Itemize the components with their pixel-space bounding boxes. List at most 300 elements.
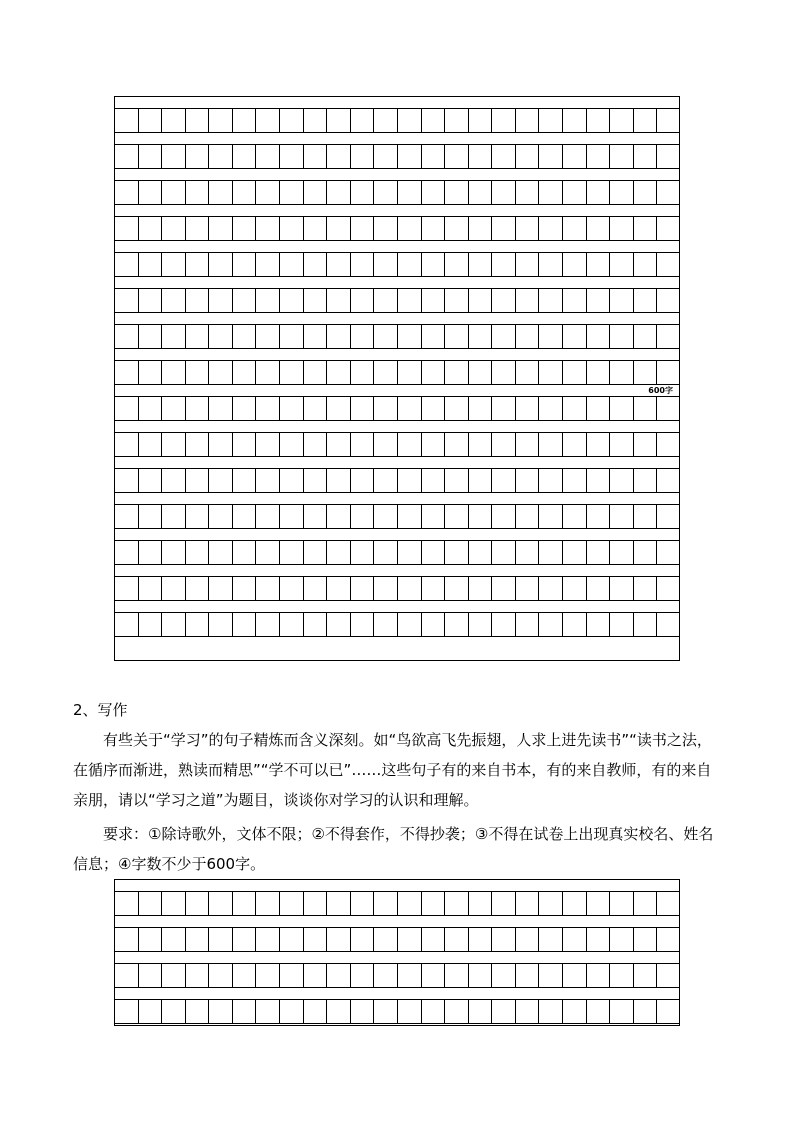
grid-cell[interactable] [634, 253, 658, 276]
grid-cell[interactable] [469, 964, 493, 987]
grid-cell[interactable] [516, 964, 540, 987]
grid-cell[interactable] [327, 325, 351, 348]
grid-cell[interactable] [398, 181, 422, 204]
grid-cell[interactable] [398, 325, 422, 348]
grid-cell[interactable] [516, 253, 540, 276]
grid-cell[interactable] [374, 1000, 398, 1023]
grid-cell[interactable] [139, 361, 163, 384]
grid-cell[interactable] [374, 289, 398, 312]
grid-cell[interactable] [304, 289, 328, 312]
grid-cell[interactable] [186, 505, 210, 528]
grid-cell[interactable] [374, 469, 398, 492]
grid-cell[interactable] [587, 577, 611, 600]
grid-cell[interactable] [634, 361, 658, 384]
grid-cell[interactable] [445, 361, 469, 384]
grid-cell[interactable] [422, 325, 446, 348]
grid-cell[interactable] [139, 541, 163, 564]
grid-cell[interactable] [492, 892, 516, 915]
grid-cell[interactable] [186, 145, 210, 168]
grid-cell[interactable] [351, 577, 375, 600]
grid-cell[interactable] [539, 469, 563, 492]
grid-cell[interactable] [657, 1000, 679, 1023]
grid-cell[interactable] [445, 505, 469, 528]
grid-cell[interactable] [139, 577, 163, 600]
grid-cell[interactable] [516, 397, 540, 420]
grid-cell[interactable] [610, 253, 634, 276]
grid-cell[interactable] [256, 964, 280, 987]
grid-cell[interactable] [280, 541, 304, 564]
grid-cell[interactable] [445, 577, 469, 600]
grid-cell[interactable] [492, 541, 516, 564]
grid-cell[interactable] [657, 361, 679, 384]
grid-cell[interactable] [634, 181, 658, 204]
grid-cell[interactable] [209, 541, 233, 564]
grid-cell[interactable] [445, 253, 469, 276]
grid-cell[interactable] [256, 469, 280, 492]
grid-cell[interactable] [162, 181, 186, 204]
grid-cell[interactable] [422, 1000, 446, 1023]
grid-cell[interactable] [327, 541, 351, 564]
grid-cell[interactable] [634, 289, 658, 312]
grid-cell[interactable] [634, 217, 658, 240]
grid-cell[interactable] [327, 469, 351, 492]
grid-cell[interactable] [233, 145, 257, 168]
grid-cell[interactable] [233, 613, 257, 636]
grid-cell[interactable] [657, 928, 679, 951]
grid-cell[interactable] [351, 289, 375, 312]
grid-cell[interactable] [256, 613, 280, 636]
grid-cell[interactable] [657, 289, 679, 312]
grid-cell[interactable] [587, 181, 611, 204]
grid-cell[interactable] [657, 145, 679, 168]
grid-cell[interactable] [398, 433, 422, 456]
grid-cell[interactable] [139, 145, 163, 168]
grid-cell[interactable] [351, 892, 375, 915]
grid-cell[interactable] [327, 892, 351, 915]
grid-cell[interactable] [209, 613, 233, 636]
grid-cell[interactable] [445, 433, 469, 456]
grid-cell[interactable] [327, 1000, 351, 1023]
grid-cell[interactable] [563, 397, 587, 420]
grid-cell[interactable] [186, 469, 210, 492]
grid-cell[interactable] [209, 397, 233, 420]
grid-cell[interactable] [374, 109, 398, 132]
grid-cell[interactable] [304, 109, 328, 132]
grid-cell[interactable] [256, 325, 280, 348]
grid-cell[interactable] [327, 928, 351, 951]
grid-cell[interactable] [280, 613, 304, 636]
grid-cell[interactable] [209, 892, 233, 915]
grid-cell[interactable] [469, 577, 493, 600]
grid-cell[interactable] [327, 109, 351, 132]
grid-cell[interactable] [587, 253, 611, 276]
grid-cell[interactable] [634, 469, 658, 492]
grid-cell[interactable] [115, 109, 139, 132]
grid-cell[interactable] [162, 469, 186, 492]
grid-cell[interactable] [469, 505, 493, 528]
grid-cell[interactable] [233, 1000, 257, 1023]
grid-cell[interactable] [587, 541, 611, 564]
grid-cell[interactable] [327, 253, 351, 276]
grid-cell[interactable] [587, 289, 611, 312]
grid-cell[interactable] [610, 361, 634, 384]
grid-cell[interactable] [233, 361, 257, 384]
grid-cell[interactable] [469, 109, 493, 132]
grid-cell[interactable] [374, 964, 398, 987]
grid-cell[interactable] [634, 433, 658, 456]
grid-cell[interactable] [209, 145, 233, 168]
grid-cell[interactable] [162, 289, 186, 312]
grid-cell[interactable] [539, 397, 563, 420]
grid-cell[interactable] [304, 325, 328, 348]
grid-cell[interactable] [657, 397, 679, 420]
grid-cell[interactable] [304, 469, 328, 492]
grid-cell[interactable] [492, 1000, 516, 1023]
grid-cell[interactable] [516, 892, 540, 915]
grid-cell[interactable] [115, 361, 139, 384]
grid-cell[interactable] [445, 541, 469, 564]
grid-cell[interactable] [398, 928, 422, 951]
grid-cell[interactable] [280, 397, 304, 420]
grid-cell[interactable] [162, 109, 186, 132]
grid-cell[interactable] [610, 541, 634, 564]
grid-cell[interactable] [492, 145, 516, 168]
grid-cell[interactable] [374, 325, 398, 348]
grid-cell[interactable] [186, 541, 210, 564]
grid-cell[interactable] [563, 325, 587, 348]
grid-cell[interactable] [634, 109, 658, 132]
grid-cell[interactable] [587, 1000, 611, 1023]
grid-cell[interactable] [657, 541, 679, 564]
grid-cell[interactable] [492, 217, 516, 240]
grid-cell[interactable] [610, 505, 634, 528]
grid-cell[interactable] [634, 964, 658, 987]
grid-cell[interactable] [162, 505, 186, 528]
grid-cell[interactable] [351, 145, 375, 168]
grid-cell[interactable] [539, 577, 563, 600]
grid-cell[interactable] [280, 928, 304, 951]
grid-cell[interactable] [610, 433, 634, 456]
grid-cell[interactable] [422, 505, 446, 528]
grid-cell[interactable] [139, 397, 163, 420]
grid-cell[interactable] [398, 505, 422, 528]
grid-cell[interactable] [374, 217, 398, 240]
grid-cell[interactable] [469, 928, 493, 951]
grid-cell[interactable] [516, 613, 540, 636]
grid-cell[interactable] [657, 325, 679, 348]
grid-cell[interactable] [492, 433, 516, 456]
grid-cell[interactable] [563, 892, 587, 915]
grid-cell[interactable] [256, 928, 280, 951]
grid-cell[interactable] [256, 181, 280, 204]
grid-cell[interactable] [445, 397, 469, 420]
grid-cell[interactable] [162, 397, 186, 420]
grid-cell[interactable] [304, 397, 328, 420]
grid-cell[interactable] [563, 145, 587, 168]
grid-cell[interactable] [115, 505, 139, 528]
grid-cell[interactable] [374, 397, 398, 420]
grid-cell[interactable] [304, 433, 328, 456]
grid-cell[interactable] [657, 577, 679, 600]
grid-cell[interactable] [657, 469, 679, 492]
grid-cell[interactable] [634, 541, 658, 564]
grid-cell[interactable] [304, 505, 328, 528]
grid-cell[interactable] [539, 1000, 563, 1023]
grid-cell[interactable] [469, 181, 493, 204]
grid-cell[interactable] [115, 928, 139, 951]
grid-cell[interactable] [422, 613, 446, 636]
grid-cell[interactable] [445, 289, 469, 312]
grid-cell[interactable] [233, 892, 257, 915]
grid-cell[interactable] [304, 145, 328, 168]
grid-cell[interactable] [539, 964, 563, 987]
grid-cell[interactable] [445, 892, 469, 915]
grid-cell[interactable] [186, 433, 210, 456]
grid-cell[interactable] [563, 505, 587, 528]
grid-cell[interactable] [280, 145, 304, 168]
grid-cell[interactable] [304, 253, 328, 276]
grid-cell[interactable] [492, 964, 516, 987]
grid-cell[interactable] [139, 253, 163, 276]
grid-cell[interactable] [587, 433, 611, 456]
grid-cell[interactable] [516, 433, 540, 456]
grid-cell[interactable] [516, 325, 540, 348]
grid-cell[interactable] [186, 361, 210, 384]
grid-cell[interactable] [327, 361, 351, 384]
grid-cell[interactable] [563, 181, 587, 204]
grid-cell[interactable] [374, 541, 398, 564]
grid-cell[interactable] [539, 145, 563, 168]
grid-cell[interactable] [492, 181, 516, 204]
grid-cell[interactable] [139, 469, 163, 492]
grid-cell[interactable] [351, 397, 375, 420]
grid-cell[interactable] [139, 433, 163, 456]
grid-cell[interactable] [233, 541, 257, 564]
grid-cell[interactable] [209, 928, 233, 951]
grid-cell[interactable] [516, 145, 540, 168]
grid-cell[interactable] [186, 613, 210, 636]
grid-cell[interactable] [492, 361, 516, 384]
grid-cell[interactable] [351, 1000, 375, 1023]
grid-cell[interactable] [539, 109, 563, 132]
grid-cell[interactable] [186, 325, 210, 348]
grid-cell[interactable] [563, 577, 587, 600]
grid-cell[interactable] [256, 289, 280, 312]
grid-cell[interactable] [162, 928, 186, 951]
grid-cell[interactable] [587, 145, 611, 168]
grid-cell[interactable] [351, 181, 375, 204]
grid-cell[interactable] [657, 433, 679, 456]
grid-cell[interactable] [587, 469, 611, 492]
grid-cell[interactable] [539, 928, 563, 951]
grid-cell[interactable] [280, 577, 304, 600]
grid-cell[interactable] [422, 109, 446, 132]
grid-cell[interactable] [539, 613, 563, 636]
grid-cell[interactable] [657, 613, 679, 636]
grid-cell[interactable] [469, 145, 493, 168]
grid-cell[interactable] [304, 217, 328, 240]
grid-cell[interactable] [469, 613, 493, 636]
grid-cell[interactable] [139, 892, 163, 915]
grid-cell[interactable] [492, 109, 516, 132]
grid-cell[interactable] [351, 325, 375, 348]
grid-cell[interactable] [469, 541, 493, 564]
grid-cell[interactable] [445, 109, 469, 132]
grid-cell[interactable] [469, 217, 493, 240]
grid-cell[interactable] [233, 397, 257, 420]
grid-cell[interactable] [139, 109, 163, 132]
grid-cell[interactable] [539, 325, 563, 348]
grid-cell[interactable] [233, 469, 257, 492]
grid-cell[interactable] [587, 325, 611, 348]
grid-cell[interactable] [398, 217, 422, 240]
grid-cell[interactable] [445, 217, 469, 240]
grid-cell[interactable] [304, 928, 328, 951]
grid-cell[interactable] [398, 109, 422, 132]
writing-grid-bottom[interactable] [114, 879, 680, 1026]
grid-cell[interactable] [115, 1000, 139, 1023]
grid-cell[interactable] [587, 217, 611, 240]
grid-cell[interactable] [280, 109, 304, 132]
grid-cell[interactable] [587, 361, 611, 384]
grid-cell[interactable] [539, 253, 563, 276]
grid-cell[interactable] [115, 145, 139, 168]
grid-cell[interactable] [610, 928, 634, 951]
grid-cell[interactable] [516, 928, 540, 951]
grid-cell[interactable] [422, 541, 446, 564]
grid-cell[interactable] [304, 892, 328, 915]
grid-cell[interactable] [327, 289, 351, 312]
grid-cell[interactable] [469, 892, 493, 915]
grid-cell[interactable] [162, 253, 186, 276]
grid-cell[interactable] [280, 289, 304, 312]
grid-cell[interactable] [398, 253, 422, 276]
grid-cell[interactable] [304, 613, 328, 636]
grid-cell[interactable] [280, 892, 304, 915]
grid-cell[interactable] [186, 964, 210, 987]
grid-cell[interactable] [209, 964, 233, 987]
grid-cell[interactable] [351, 964, 375, 987]
grid-cell[interactable] [445, 181, 469, 204]
grid-cell[interactable] [209, 181, 233, 204]
grid-cell[interactable] [445, 928, 469, 951]
grid-cell[interactable] [233, 928, 257, 951]
grid-cell[interactable] [422, 964, 446, 987]
grid-cell[interactable] [351, 217, 375, 240]
grid-cell[interactable] [610, 217, 634, 240]
grid-cell[interactable] [280, 1000, 304, 1023]
grid-cell[interactable] [139, 613, 163, 636]
grid-cell[interactable] [327, 433, 351, 456]
grid-cell[interactable] [209, 109, 233, 132]
grid-cell[interactable] [422, 433, 446, 456]
grid-cell[interactable] [445, 325, 469, 348]
grid-cell[interactable] [304, 577, 328, 600]
grid-cell[interactable] [492, 253, 516, 276]
grid-cell[interactable] [469, 289, 493, 312]
grid-cell[interactable] [374, 928, 398, 951]
grid-cell[interactable] [162, 613, 186, 636]
writing-grid-top[interactable] [114, 96, 680, 661]
grid-cell[interactable] [610, 397, 634, 420]
grid-cell[interactable] [115, 289, 139, 312]
grid-cell[interactable] [422, 577, 446, 600]
grid-cell[interactable] [304, 1000, 328, 1023]
grid-cell[interactable] [351, 469, 375, 492]
grid-cell[interactable] [186, 253, 210, 276]
grid-cell[interactable] [563, 613, 587, 636]
grid-cell[interactable] [445, 964, 469, 987]
grid-cell[interactable] [162, 145, 186, 168]
grid-cell[interactable] [539, 892, 563, 915]
grid-cell[interactable] [563, 1000, 587, 1023]
grid-cell[interactable] [610, 109, 634, 132]
grid-cell[interactable] [139, 181, 163, 204]
grid-cell[interactable] [422, 469, 446, 492]
grid-cell[interactable] [327, 964, 351, 987]
grid-cell[interactable] [516, 217, 540, 240]
grid-cell[interactable] [186, 1000, 210, 1023]
grid-cell[interactable] [610, 577, 634, 600]
grid-cell[interactable] [256, 109, 280, 132]
grid-cell[interactable] [563, 964, 587, 987]
grid-cell[interactable] [657, 253, 679, 276]
grid-cell[interactable] [422, 289, 446, 312]
grid-cell[interactable] [209, 325, 233, 348]
grid-cell[interactable] [587, 892, 611, 915]
grid-cell[interactable] [304, 181, 328, 204]
grid-cell[interactable] [610, 325, 634, 348]
grid-cell[interactable] [186, 397, 210, 420]
grid-cell[interactable] [280, 361, 304, 384]
grid-cell[interactable] [209, 289, 233, 312]
grid-cell[interactable] [422, 253, 446, 276]
grid-cell[interactable] [374, 613, 398, 636]
grid-cell[interactable] [162, 577, 186, 600]
grid-cell[interactable] [634, 145, 658, 168]
grid-cell[interactable] [304, 361, 328, 384]
grid-cell[interactable] [610, 145, 634, 168]
grid-cell[interactable] [398, 1000, 422, 1023]
grid-cell[interactable] [563, 361, 587, 384]
grid-cell[interactable] [398, 361, 422, 384]
grid-cell[interactable] [516, 505, 540, 528]
grid-cell[interactable] [492, 325, 516, 348]
grid-cell[interactable] [374, 505, 398, 528]
grid-cell[interactable] [539, 361, 563, 384]
grid-cell[interactable] [469, 469, 493, 492]
grid-cell[interactable] [374, 253, 398, 276]
grid-cell[interactable] [563, 541, 587, 564]
grid-cell[interactable] [492, 397, 516, 420]
grid-cell[interactable] [233, 289, 257, 312]
grid-cell[interactable] [587, 397, 611, 420]
grid-cell[interactable] [304, 964, 328, 987]
grid-cell[interactable] [634, 613, 658, 636]
grid-cell[interactable] [351, 928, 375, 951]
grid-cell[interactable] [563, 109, 587, 132]
grid-cell[interactable] [351, 109, 375, 132]
grid-cell[interactable] [139, 505, 163, 528]
grid-cell[interactable] [139, 325, 163, 348]
grid-cell[interactable] [233, 505, 257, 528]
grid-cell[interactable] [563, 433, 587, 456]
grid-cell[interactable] [256, 217, 280, 240]
grid-cell[interactable] [186, 217, 210, 240]
grid-cell[interactable] [351, 505, 375, 528]
grid-cell[interactable] [233, 577, 257, 600]
grid-cell[interactable] [115, 469, 139, 492]
